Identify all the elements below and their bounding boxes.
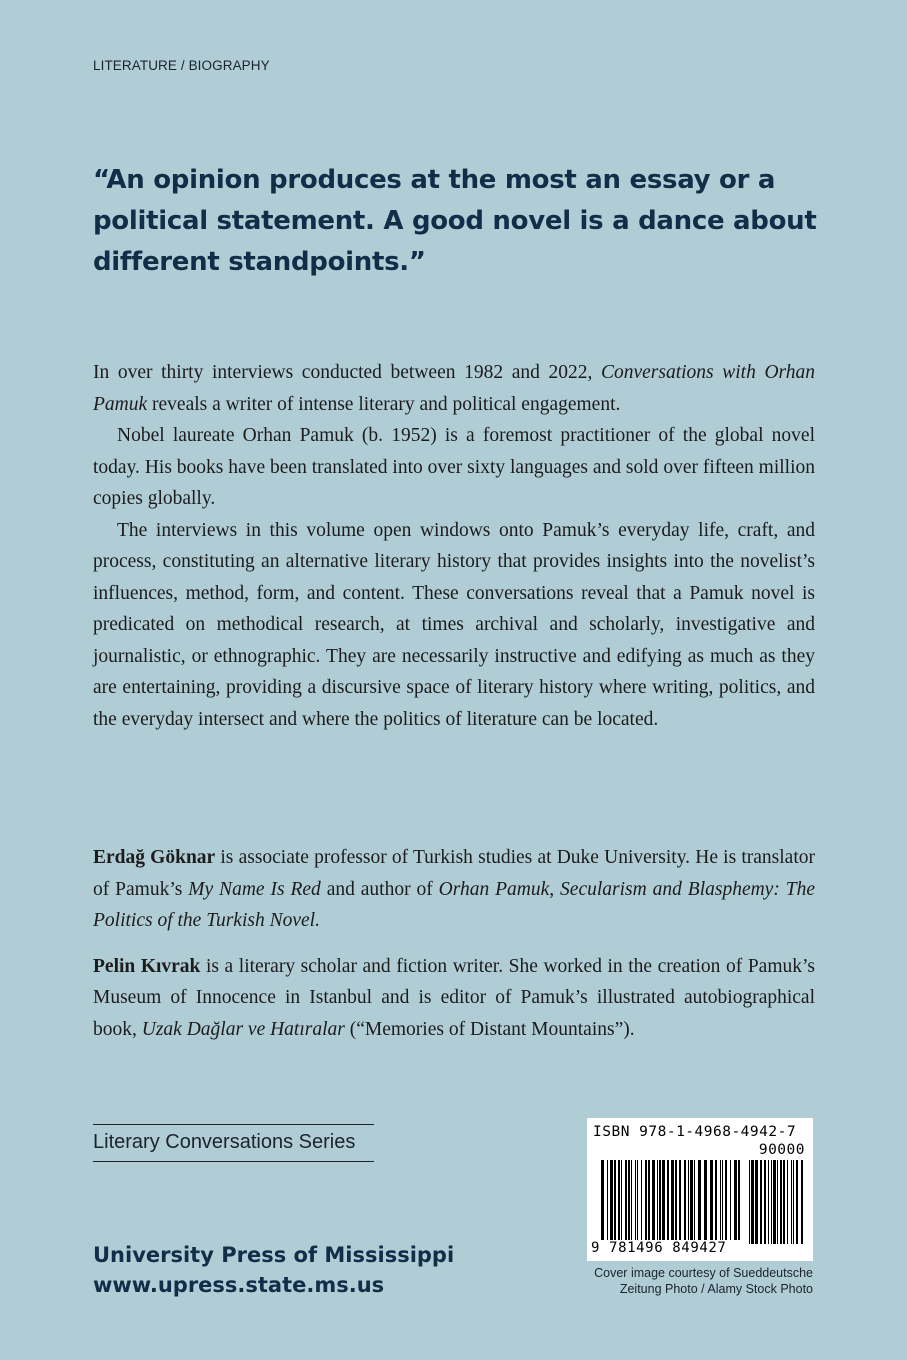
description-paragraph <box>93 357 815 420</box>
barcode-bar <box>780 1160 782 1244</box>
barcode-bar <box>635 1160 636 1240</box>
barcode-bar <box>710 1160 713 1240</box>
description-text: reveals a writer of intense literary and political engagement. <box>147 393 621 415</box>
barcode-bar <box>637 1160 638 1240</box>
barcode-bar <box>773 1160 776 1244</box>
book-title: Conversations with Orhan Pamuk <box>93 362 816 415</box>
barcode-bar <box>675 1160 677 1240</box>
barcode-bar <box>755 1160 758 1244</box>
quote-line: “An opinion produces at the most an essay or a <box>93 165 776 195</box>
book-title: Orhan Pamuk, Secularism and Blasphemy: The Politics of the Turkish Novel. <box>93 878 815 931</box>
barcode-bar <box>694 1160 695 1240</box>
barcode-bar <box>725 1160 727 1240</box>
barcode-bar <box>751 1160 754 1244</box>
quote-line: political statement. A good novel is a dance about <box>93 206 817 236</box>
barcode-bar <box>771 1160 772 1244</box>
barcode-addon-bars-icon <box>749 1160 805 1244</box>
credit-line: Cover image courtesy of Sueddeutsche <box>594 1266 813 1280</box>
author-name: Pelin Kıvrak <box>93 955 201 977</box>
barcode-bar <box>628 1160 630 1240</box>
series-rule-bottom <box>93 1161 374 1162</box>
barcode-bar <box>760 1160 762 1244</box>
barcode-bar <box>768 1160 769 1244</box>
barcode-bar <box>671 1160 674 1240</box>
barcode-bar <box>730 1160 731 1240</box>
barcode-bar <box>657 1160 658 1240</box>
barcode-bar <box>720 1160 721 1240</box>
barcode-bar <box>715 1160 717 1240</box>
barcode-bar <box>648 1160 650 1240</box>
barcode-bar <box>631 1160 632 1240</box>
description-paragraph: The interviews in this volume open windows onto Pamuk’s everyday life, craft, and process, constituting an alternative literary history that provides insights into the novelist’s influences, method, form, and content. These conversations reveal that a Pamuk novel is predicated on methodical research, at times archival and scholarly, investigative and journalistic, or ethnographic. They are necessarily instructive and edifying as much as they are entertaining, providing a discursive space of literary history where writing, politics, and the everyday intersect and where the politics of literature can be located. <box>93 519 815 730</box>
barcode-bar <box>662 1160 665 1240</box>
bio-text: is a literary scholar and fiction writer. She worked in the creation of Pamuk’s Museum of Innocence in Istanbul and is editor of Pamuk’s illustrated autobiographical book, <box>93 955 815 1040</box>
barcode-bar <box>791 1160 792 1244</box>
barcode-bar <box>625 1160 627 1240</box>
category-label: LITERATURE / BIOGRAPHY <box>93 58 270 73</box>
barcode-bar <box>652 1160 655 1240</box>
isbn-text: ISBN 978-1-4968-4942-7 <box>593 1124 797 1140</box>
barcode-bar <box>764 1160 766 1244</box>
ean-digits: 9 781496 849427 <box>591 1240 727 1256</box>
author-name: Erdağ Göknar <box>93 847 216 868</box>
book-title: Uzak Dağlar ve Hatıralar <box>141 1018 345 1040</box>
author-bios <box>93 842 815 1059</box>
barcode-bar <box>684 1160 686 1240</box>
barcode-bar <box>621 1160 622 1240</box>
publisher-block <box>93 1240 454 1300</box>
barcode-bar <box>659 1160 661 1240</box>
barcode-bar <box>607 1160 608 1240</box>
barcode-bar <box>749 1160 750 1244</box>
description-paragraph: Nobel laureate Orhan Pamuk (b. 1952) is a foremost practitioner of the global novel today. His books have been translated into over sixty languages and sold over fifteen million copies globally. <box>93 425 815 509</box>
barcode-bar <box>783 1160 785 1244</box>
barcode-bar <box>796 1160 798 1244</box>
book-title: My Name Is Red <box>188 878 321 900</box>
book-description <box>93 357 815 735</box>
publisher-url: www.upress.state.ms.us <box>93 1273 385 1297</box>
bio-goknar <box>93 842 815 937</box>
barcode-bar <box>641 1160 642 1240</box>
barcode-bars-icon <box>601 1160 742 1240</box>
barcode-bar <box>618 1160 620 1240</box>
price-code: 90000 <box>758 1142 805 1158</box>
barcode-bar <box>801 1160 803 1244</box>
barcode-bar <box>614 1160 616 1240</box>
credit-line: Zeitung Photo / Alamy Stock Photo <box>619 1282 813 1296</box>
barcode-bar <box>738 1160 740 1240</box>
isbn-barcode <box>587 1118 813 1261</box>
bio-text: (“Memories of Distant Mountains”). <box>344 1018 635 1040</box>
barcode-bar <box>679 1160 681 1240</box>
bio-text: is associate professor of Turkish studies at Duke University. He is translator of Pamuk’s <box>93 847 815 900</box>
barcode-bar <box>667 1160 669 1240</box>
barcode-bar <box>722 1160 723 1240</box>
barcode-bar <box>793 1160 794 1244</box>
barcode-bar <box>601 1160 604 1240</box>
barcode-bar <box>688 1160 689 1240</box>
description-text: In over thirty interviews conducted between 1982 and 2022, <box>93 362 601 383</box>
series-name: Literary Conversations Series <box>93 1131 356 1153</box>
bio-kivrak <box>93 951 815 1046</box>
publisher-name: University Press of Mississippi <box>93 1243 455 1267</box>
barcode-bar <box>645 1160 647 1240</box>
barcode-bar <box>698 1160 701 1240</box>
pull-quote <box>93 160 833 283</box>
barcode-bar <box>734 1160 737 1240</box>
barcode-bar <box>777 1160 778 1244</box>
barcode-bar <box>610 1160 613 1240</box>
quote-line: different standpoints.” <box>93 247 426 277</box>
bio-text: and author of <box>320 878 439 900</box>
barcode-bar <box>704 1160 707 1240</box>
cover-credit <box>563 1265 813 1297</box>
series-rule-top <box>93 1124 374 1125</box>
barcode-bar <box>787 1160 788 1244</box>
barcode-bar <box>690 1160 693 1240</box>
